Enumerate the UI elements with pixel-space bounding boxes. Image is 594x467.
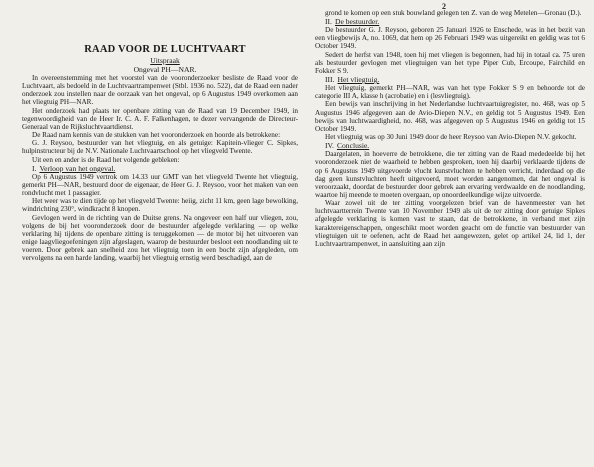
paragraph: De Raad nam kennis van de stukken van het vooronderzoek en hoorde als betrokkene: [32,131,281,140]
paragraph: Uit een en ander is de Raad het volgende gebleken: [32,155,180,164]
paragraph: Het onderzoek had plaats ter openbare zitting van de Raad van 19 December 1949, in tegenwoordigheid van de Heer Ir. C. A. F. Falkenhagen, te dezer vervangende de Directeur-Generaal van de Rijksluchtvaartdienst. [22,106,298,131]
incident-heading: Ongeval PH—NAR. [133,65,197,74]
paragraph: Het vliegtuig, gemerkt PH—NAR, was van het type Fokker S 9 en behoorde tot de categorie III A, klasse h (acrobatie) en i (lesvliegtuig). [315,84,585,101]
section-heading-1: I. Verloop van het ongeval. [32,163,116,173]
verdict-heading: Uitspraak [150,56,180,65]
paragraph: Op 6 Augustus 1949 vertrok om 14.33 uur GMT van het vliegveld Twente het vliegtuig, gemerkt PH—NAR, bestuurd door de eigenaar, de Heer G. J. Reysoo, voor het maken van een rondvlucht met 1 passagier. [22,172,298,198]
paragraph: Gevlogen werd in de richting van de Duitse grens. Na ongeveer een half uur vliegen, zou, volgens de bij het vooronderzoek door de bestuurder afgelegde verklaring — op welke verklaring hij tijdens de openbare zitting is teruggekomen — de motor bij het uitvoeren van enige laagvliegoefeningen zijn afgeslagen, waarop de bestuurder besloot een noodlanding uit te voeren. Door gebrek aan snelheid zou het vliegtuig toen in een bocht zijn afgegleden, om vervolgens na een harde landing, waarbij het vliegtuig ernstig werd beschadigd, aan de [22,213,298,263]
section-heading-4: IV. Conclusie. [325,141,370,151]
left-column [22,44,298,262]
paragraph: Waar zowel uit de ter zitting voorgelezen brief van de havenmeester van het luchtvaartterrein Twente van 10 November 1949 als uit de ter zitting door getuige Sipkes afgelegde verklaring is komen vast te staan, dat de betrokkene, in verband met zijn karaktereigenschappen, ongeschikt moet worden geacht om de functie van bestuurder van vliegtuigen uit te oefenen, acht de Raad het aangewezen, gelet op artikel 24, lid 1, der Luchtvaartrampenwet, in aansluiting aan zijn [315,199,585,248]
paragraph: G. J. Reysoo, bestuurder van het vliegtuig, en als getuige: Kapitein-vlieger C. Sipkes, hulpinstructeur bij de N.V. Nationale Luchtvaartschool op het vliegveld Twente. [22,139,298,156]
right-column [315,9,585,248]
section-heading-3: III. Het vliegtuig. [325,75,380,85]
section-heading-2: II. De bestuurder. [325,17,380,27]
document-title: RAAD VOOR DE LUCHTVAART [84,44,246,55]
page-number: 2 [442,2,446,11]
paragraph: grond te komen op een stuk bouwland gelegen ten Z. van de weg Metelen—Gronau (D.). [325,9,582,17]
paragraph: Het weer was te dien tijde op het vliegveld Twente: heiig, zicht 11 km, geen lage bewolking, windrichting 230°, windkracht 8 knopen. [22,197,298,214]
paragraph: Daargelaten, in hoeverre de betrokkene, die ter zitting van de Raad mededeelde bij het vooronderzoek niet de waarheid te hebben gesproken, toen hij daarbij verklaarde tijdens de op 6 Augustus 1949 uitgevoerde vlucht kunstvluchten te hebben verricht, inderdaad op die dag geen kunstvluchten heeft uitgevoerd, moet worden aangenomen, dat het ongeval is veroorzaakt, doordat de bestuurder door gebrek aan ervaring verdwaalde en de noodlanding, waartoe hij meende te moeten overgaan, op onoordeelkundige wijze uitvoerde. [315,150,585,199]
paragraph: Sedert de herfst van 1948, toen hij met vliegen is begonnen, had hij in totaal ca. 75 uren als bestuurder gevlogen met vliegtuigen van het type Piper Cub, Ercoupe, Fairchild en Fokker S 9. [315,50,585,75]
paragraph: In overeenstemming met het voorstel van de vooronderzoeker besliste de Raad voor de Luchtvaart, als bedoeld in de Luchtvaartrampenwet (Stbl. 1936 no. 522), dat de Raad een nader onderzoek zou instellen naar de oorzaak van het ongeval, op 6 Augustus 1949 overkomen aan het vliegtuig PH—NAR. [22,74,298,107]
paragraph: De bestuurder G. J. Reysoo, geboren 25 Januari 1926 te Enschede, was in het bezit van een vliegbewijs A, no. 1069, dat hem op 26 Februari 1949 was uitgereikt en geldig was tot 6 October 1949. [315,26,585,51]
paragraph: Het vliegtuig was op 30 Juni 1949 door de heer Reysoo van Avio-Diepen N.V. gekocht. [325,133,577,142]
paragraph: Een bewijs van inschrijving in het Nederlandse luchtvaartuigregister, no. 468, was op 5 Augustus 1946 afgegeven aan de Avio-Diepen N.V., en geldig tot 5 Augustus 1949. Een bewijs van luchtwaardigheid, no. 468, was afgegeven op 5 Augustus 1946 en geldig tot 15 October 1949. [315,100,585,133]
